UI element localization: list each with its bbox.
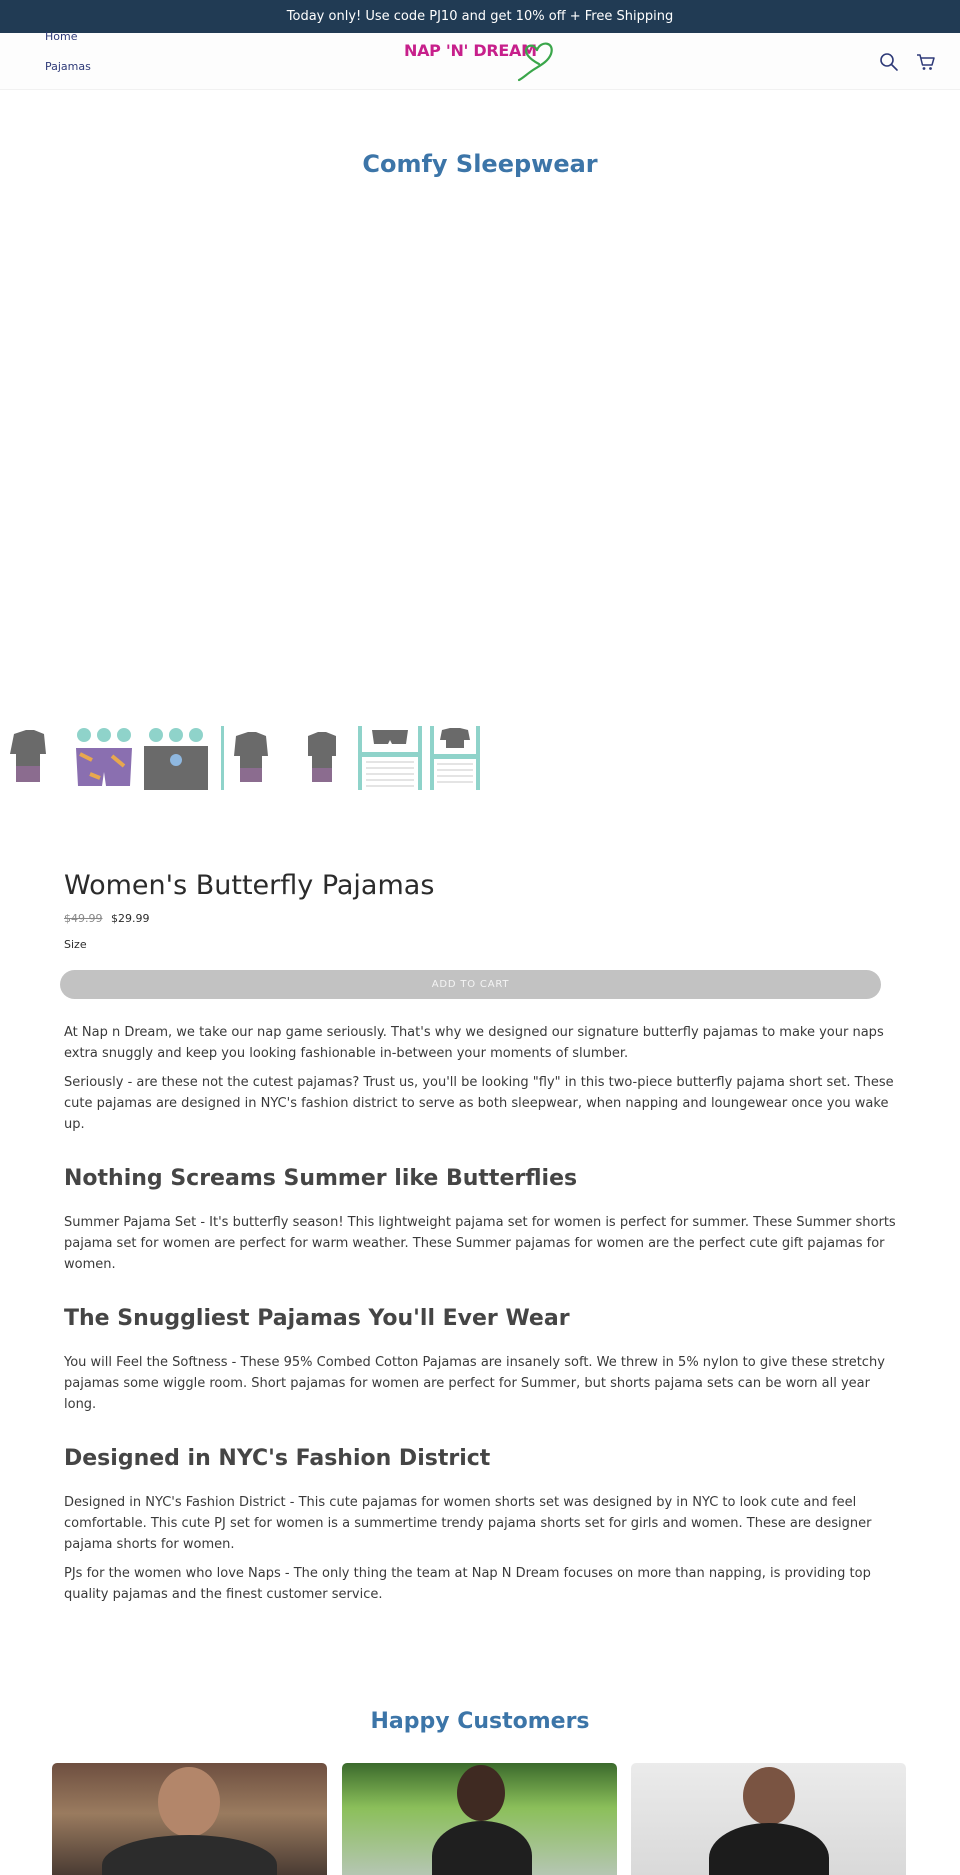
- description-heading: Nothing Screams Summer like Butterflies: [64, 1166, 578, 1191]
- sale-price: $29.99: [111, 912, 150, 925]
- nav-link-pajamas[interactable]: Pajamas: [45, 60, 91, 73]
- product-thumbnail[interactable]: [72, 726, 136, 790]
- customer-photo: [158, 1767, 220, 1837]
- description-heading: The Snuggliest Pajamas You'll Ever Wear: [64, 1306, 570, 1331]
- announcement-bar: [0, 0, 960, 33]
- site-logo[interactable]: [404, 36, 562, 86]
- product-title: Women's Butterfly Pajamas: [64, 870, 435, 901]
- cart-icon[interactable]: [915, 51, 937, 73]
- compare-at-price: $49.99: [64, 912, 103, 925]
- product-thumbnail[interactable]: [221, 726, 277, 790]
- reviews-title: Happy Customers: [370, 1709, 590, 1734]
- customer-photo: [743, 1767, 795, 1825]
- customer-photo-card[interactable]: [631, 1763, 906, 1875]
- customer-photo-card[interactable]: [52, 1763, 327, 1875]
- size-label: Size: [64, 938, 87, 951]
- customer-photo: [102, 1835, 277, 1875]
- heart-logo-icon: [517, 40, 561, 82]
- description-paragraph: Seriously - are these not the cutest pajamas? Trust us, you'll be looking "fly" in this two-piece butterfly pajama short set. These cute pajamas are designed in NYC's fashion district to serve as both sleepwear, when napping and loungewear once you wake up.: [64, 1075, 894, 1132]
- description-heading: Designed in NYC's Fashion District: [64, 1446, 491, 1471]
- customer-photo: [709, 1823, 829, 1875]
- product-thumbnail[interactable]: [430, 726, 480, 790]
- customer-photo: [457, 1765, 505, 1821]
- nav-link-home[interactable]: Home: [45, 30, 78, 43]
- description-paragraph: You will Feel the Softness - These 95% Combed Cotton Pajamas are insanely soft. We threw in 5% nylon to give these stretchy pajamas some wiggle room. Short pajamas for women are perfect for Summer, but shorts pajama sets can be worn all year long.: [64, 1355, 885, 1412]
- product-thumbnail[interactable]: [144, 726, 208, 790]
- announcement-text: Today only! Use code PJ10 and get 10% off + Free Shipping: [286, 9, 674, 24]
- logo-text: NAP 'N' DREAM: [404, 41, 537, 60]
- description-paragraph: PJs for the women who love Naps - The only thing the team at Nap N Dream focuses on more than napping, is providing top quality pajamas and the finest customer service.: [64, 1566, 871, 1602]
- product-thumbnail[interactable]: [294, 726, 350, 790]
- customer-photo: [432, 1821, 532, 1875]
- customer-photo-card[interactable]: [342, 1763, 617, 1875]
- add-to-cart-button[interactable]: ADD TO CART: [60, 970, 881, 999]
- collection-title: Comfy Sleepwear: [362, 150, 598, 178]
- description-paragraph: Designed in NYC's Fashion District - This cute pajamas for women shorts set was designed by in NYC to look cute and feel comfortable. This cute PJ set for women is a summertime trendy pajama shorts set for girls and women. These are designer pajama shorts for women.: [64, 1495, 872, 1552]
- product-thumbnail[interactable]: [358, 726, 422, 790]
- description-paragraph: At Nap n Dream, we take our nap game seriously. That's why we designed our signature butterfly pajamas to make your naps extra snuggly and keep you looking fashionable in-between your moments of slumber.: [64, 1025, 884, 1061]
- product-thumbnail[interactable]: [0, 726, 56, 790]
- search-icon[interactable]: [878, 51, 900, 73]
- description-paragraph: Summer Pajama Set - It's butterfly season! This lightweight pajama set for women is perfect for summer. These Summer shorts pajama set for women are perfect for warm weather. These Summer pajamas for women are the perfect cute gift pajamas for women.: [64, 1215, 896, 1272]
